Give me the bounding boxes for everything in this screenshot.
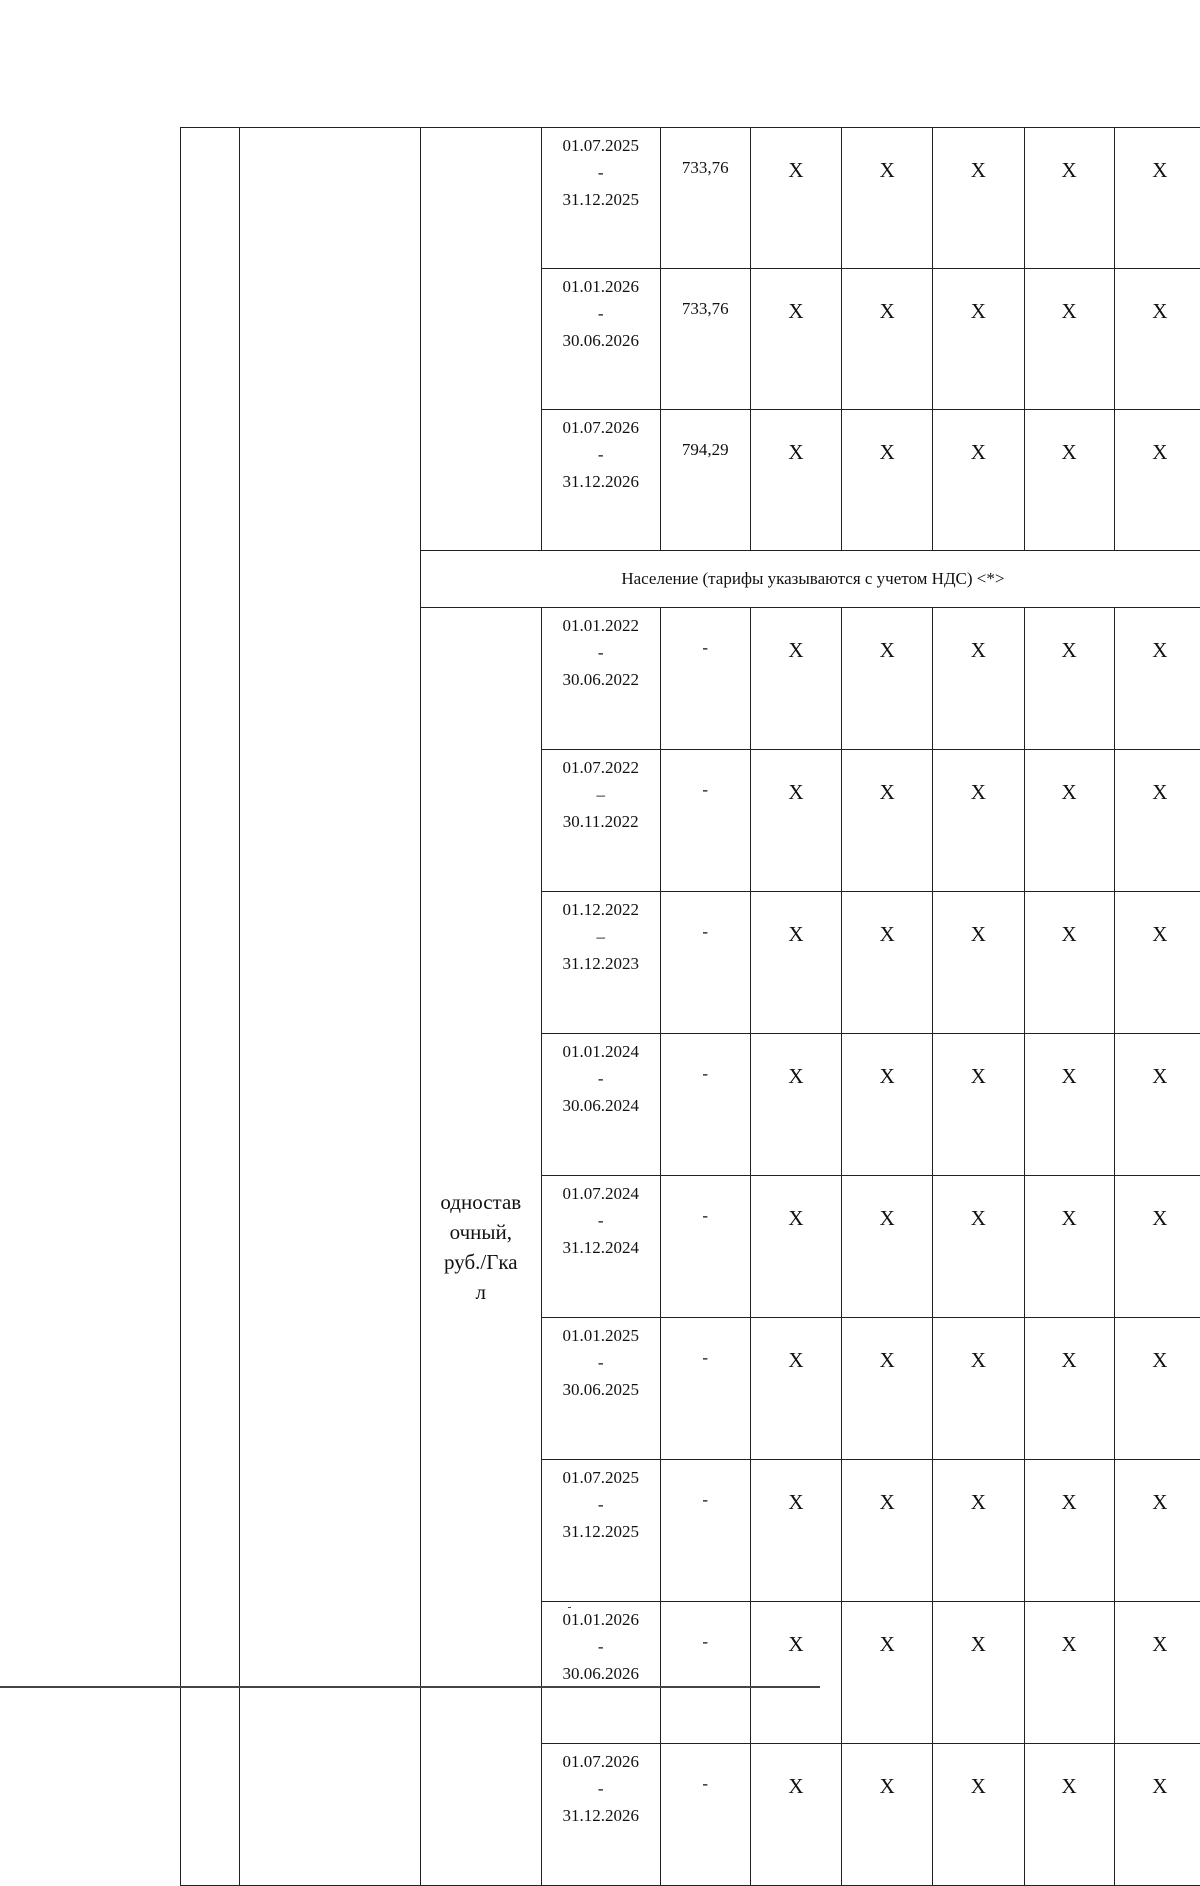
mark-cell: X <box>1024 1176 1114 1318</box>
tariff-type-upper-cell <box>420 128 541 551</box>
mark-cell: X <box>842 1744 933 1886</box>
period-cell <box>541 1602 660 1744</box>
tariff-value-cell: - <box>660 608 750 750</box>
period-start: 01.07.2024 <box>542 1180 660 1207</box>
tariff-type-line: очный, <box>421 1217 541 1247</box>
mark-cell: X <box>750 1176 841 1318</box>
period-separator: – <box>542 781 660 808</box>
mark-cell: X <box>842 750 933 892</box>
period-separator: - <box>542 1633 660 1660</box>
mark-cell: X <box>1114 1460 1200 1602</box>
period-separator: - <box>542 441 660 468</box>
period-start: 01.01.2026 <box>542 1606 660 1633</box>
tariff-table <box>180 127 1200 1886</box>
period-start: 01.12.2022 <box>542 896 660 923</box>
period-start: 01.07.2026 <box>542 1748 660 1775</box>
mark-cell: X <box>750 608 841 750</box>
period-cell <box>541 269 660 410</box>
period-end: 30.06.2026 <box>542 1660 660 1687</box>
period-start: 01.01.2022 <box>542 612 660 639</box>
period-end: 30.06.2024 <box>542 1092 660 1119</box>
period-cell <box>541 1176 660 1318</box>
mark-cell: X <box>933 1034 1024 1176</box>
mark-cell: X <box>842 1460 933 1602</box>
period-separator: - <box>542 1349 660 1376</box>
mark-cell: X <box>750 1034 841 1176</box>
mark-cell: X <box>842 892 933 1034</box>
period-start: 01.01.2024 <box>542 1038 660 1065</box>
mark-cell: X <box>750 1602 841 1744</box>
tariff-value-cell: - <box>660 1176 750 1318</box>
period-start: 01.07.2022 <box>542 754 660 781</box>
mark-cell: X <box>1024 608 1114 750</box>
mark-cell: X <box>1024 1318 1114 1460</box>
mark-cell: X <box>842 1034 933 1176</box>
period-cell <box>541 1034 660 1176</box>
mark-cell: X <box>1114 1744 1200 1886</box>
period-separator: - <box>542 1775 660 1802</box>
mark-cell: X <box>842 128 933 269</box>
tariff-type-line: одностав <box>421 1187 541 1217</box>
mark-cell: X <box>1024 128 1114 269</box>
period-cell <box>541 892 660 1034</box>
mark-cell: X <box>1114 1034 1200 1176</box>
tariff-type-cell <box>420 608 541 1886</box>
mark-cell: X <box>1114 1602 1200 1744</box>
period-cell <box>541 608 660 750</box>
period-separator: – <box>542 923 660 950</box>
mark-cell: X <box>1024 269 1114 410</box>
tariff-value-cell: - <box>660 1602 750 1744</box>
tariff-value-cell: - <box>660 1318 750 1460</box>
period-start: 01.01.2025 <box>542 1322 660 1349</box>
period-start: 01.07.2025 <box>542 1464 660 1491</box>
mark-cell: X <box>750 128 841 269</box>
mark-cell: X <box>1114 750 1200 892</box>
mark-cell: X <box>1024 1034 1114 1176</box>
organization-column-cell <box>240 128 420 1886</box>
period-separator: - <box>542 1491 660 1518</box>
period-end: 31.12.2026 <box>542 468 660 495</box>
mark-cell: X <box>1024 410 1114 551</box>
mark-cell: X <box>750 269 841 410</box>
mark-cell: X <box>933 410 1024 551</box>
mark-cell: X <box>1114 608 1200 750</box>
period-end: 31.12.2026 <box>542 1802 660 1829</box>
mark-cell: X <box>750 1744 841 1886</box>
tariff-value-cell: - <box>660 750 750 892</box>
period-start: 01.07.2025 <box>542 132 660 159</box>
period-separator: - <box>542 639 660 666</box>
scan-dot <box>568 1607 571 1608</box>
tariff-value-cell: 794,29 <box>660 410 750 551</box>
tariff-value-cell: - <box>660 892 750 1034</box>
period-cell <box>541 1744 660 1886</box>
tariff-value-cell: 733,76 <box>660 128 750 269</box>
period-end: 30.06.2025 <box>542 1376 660 1403</box>
mark-cell: X <box>1114 892 1200 1034</box>
period-cell <box>541 410 660 551</box>
mark-cell: X <box>842 1318 933 1460</box>
period-end: 30.06.2022 <box>542 666 660 693</box>
mark-cell: X <box>842 410 933 551</box>
mark-cell: X <box>1024 892 1114 1034</box>
tariff-value-cell: - <box>660 1034 750 1176</box>
tariff-value-cell: - <box>660 1460 750 1602</box>
mark-cell: X <box>842 1602 933 1744</box>
mark-cell: X <box>933 608 1024 750</box>
mark-cell: X <box>750 1460 841 1602</box>
number-column-cell <box>181 128 240 1886</box>
mark-cell: X <box>1024 1460 1114 1602</box>
table-body <box>181 128 1200 1886</box>
period-end: 31.12.2025 <box>542 1518 660 1545</box>
mark-cell: X <box>1114 269 1200 410</box>
mark-cell: X <box>1114 410 1200 551</box>
mark-cell: X <box>750 410 841 551</box>
mark-cell: X <box>750 750 841 892</box>
period-cell <box>541 128 660 269</box>
mark-cell: X <box>933 892 1024 1034</box>
period-separator: - <box>542 1207 660 1234</box>
period-end: 30.06.2026 <box>542 327 660 354</box>
mark-cell: X <box>933 1460 1024 1602</box>
tariff-type-line: руб./Гка <box>421 1247 541 1277</box>
mark-cell: X <box>842 1176 933 1318</box>
mark-cell: X <box>1114 1176 1200 1318</box>
mark-cell: X <box>933 128 1024 269</box>
period-start: 01.01.2026 <box>542 273 660 300</box>
population-section-heading: Население (тарифы указываются с учетом НДС) <*> <box>420 551 1200 608</box>
period-end: 31.12.2025 <box>542 186 660 213</box>
table-row <box>181 128 1200 269</box>
mark-cell: X <box>933 750 1024 892</box>
mark-cell: X <box>842 608 933 750</box>
tariff-value-cell: 733,76 <box>660 269 750 410</box>
bottom-scan-line <box>0 1686 820 1688</box>
period-cell <box>541 1318 660 1460</box>
period-start: 01.07.2026 <box>542 414 660 441</box>
period-cell <box>541 750 660 892</box>
mark-cell: X <box>750 892 841 1034</box>
period-separator: - <box>542 1065 660 1092</box>
period-end: 31.12.2023 <box>542 950 660 977</box>
mark-cell: X <box>1024 1744 1114 1886</box>
period-separator: - <box>542 159 660 186</box>
mark-cell: X <box>933 1744 1024 1886</box>
mark-cell: X <box>933 269 1024 410</box>
period-separator: - <box>542 300 660 327</box>
mark-cell: X <box>933 1602 1024 1744</box>
mark-cell: X <box>1024 1602 1114 1744</box>
tariff-value-cell: - <box>660 1744 750 1886</box>
tariff-type-line: л <box>421 1277 541 1307</box>
period-cell <box>541 1460 660 1602</box>
mark-cell: X <box>1114 128 1200 269</box>
period-end: 31.12.2024 <box>542 1234 660 1261</box>
mark-cell: X <box>1114 1318 1200 1460</box>
period-end: 30.11.2022 <box>542 808 660 835</box>
mark-cell: X <box>933 1176 1024 1318</box>
mark-cell: X <box>933 1318 1024 1460</box>
mark-cell: X <box>842 269 933 410</box>
mark-cell: X <box>1024 750 1114 892</box>
mark-cell: X <box>750 1318 841 1460</box>
